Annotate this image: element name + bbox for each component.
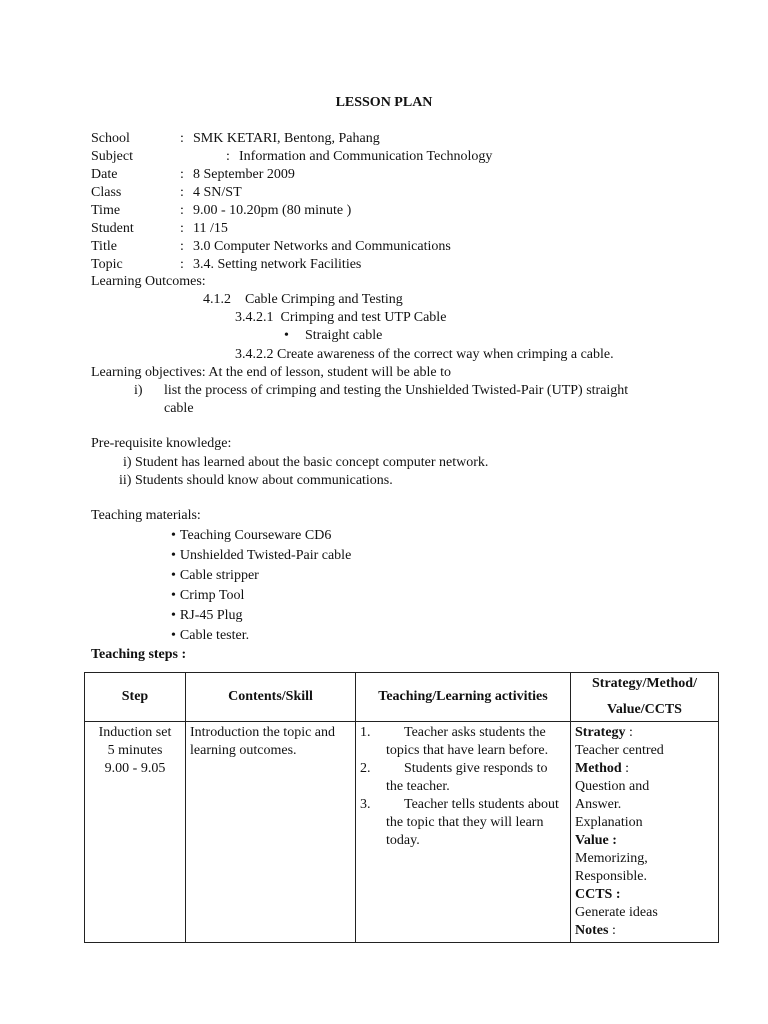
method-value: Question and	[575, 779, 650, 794]
strategy-value: Teacher centred	[575, 743, 664, 758]
material-item: • Cable stripper	[171, 567, 259, 585]
step-time: 9.00 - 9.05	[104, 761, 166, 776]
objective-text: list the process of crimping and testing the Unshielded Twisted-Pair (UTP) straight	[164, 383, 629, 398]
activity-text: Teacher tells students about the topic that they will learn today.	[386, 797, 559, 848]
header-strategy	[571, 673, 719, 722]
label-sep: :	[625, 725, 633, 740]
objective-number: i)	[134, 383, 143, 398]
activity-number: 3.	[360, 797, 371, 812]
strategy-label: Strategy	[575, 725, 626, 740]
contents-cell: Introduction the topic and learning outcomes.	[186, 722, 356, 943]
field-value-topic: 3.4. Setting network Facilities	[193, 257, 362, 272]
field-value-subject: Information and Communication Technology	[239, 149, 493, 164]
table-row	[85, 722, 719, 943]
ccts-value: Generate ideas	[575, 905, 658, 920]
field-label-title: Title	[91, 239, 117, 254]
material-item: • Teaching Courseware CD6	[171, 527, 331, 545]
notes-label: Notes	[575, 923, 609, 938]
activity-text: Students give responds to the teacher.	[386, 761, 548, 794]
materials-heading: Teaching materials:	[91, 508, 201, 523]
page-title: LESSON PLAN	[335, 95, 433, 110]
method-label: Method	[575, 761, 622, 776]
field-sep: :	[180, 167, 184, 182]
step-duration: 5 minutes	[107, 743, 163, 758]
field-label-class: Class	[91, 185, 122, 200]
ccts-label: CCTS :	[575, 887, 621, 902]
step-cell	[85, 722, 186, 943]
activity-number: 1.	[360, 725, 371, 740]
material-item: • Cable tester.	[171, 627, 249, 645]
objective-text-cont: cable	[164, 401, 194, 416]
activities-cell	[356, 722, 571, 943]
value-value: Responsible.	[575, 869, 647, 884]
field-sep: :	[180, 131, 184, 146]
header-activities: Teaching/Learning activities	[356, 673, 571, 722]
field-sep: :	[180, 239, 184, 254]
material-item: • RJ-45 Plug	[171, 607, 243, 625]
teaching-steps-heading: Teaching steps :	[91, 647, 187, 662]
header-strategy-line2: Value/CCTS	[607, 702, 682, 717]
material-item: • Crimp Tool	[171, 587, 244, 605]
learning-outcome-subitem: Straight cable	[305, 328, 383, 343]
field-sep: :	[226, 149, 230, 164]
header-step: Step	[85, 673, 186, 722]
objectives-heading: Learning objectives: At the end of lesson, student will be able to	[91, 365, 452, 380]
label-sep: :	[621, 761, 630, 776]
field-sep: :	[180, 257, 184, 272]
activity-item	[360, 724, 566, 760]
prereq-item: ii) Students should know about communications.	[119, 473, 393, 488]
value-value: Memorizing,	[575, 851, 648, 866]
material-item: • Unshielded Twisted-Pair cable	[171, 547, 351, 565]
field-value-title: 3.0 Computer Networks and Communications	[193, 239, 451, 254]
field-value-time: 9.00 - 10.20pm (80 minute )	[193, 203, 352, 218]
learning-outcomes-heading: Learning Outcomes:	[91, 274, 206, 289]
bullet-icon: •	[284, 328, 289, 343]
step-name: Induction set	[98, 725, 172, 740]
field-value-student: 11 /15	[193, 221, 228, 236]
field-value-class: 4 SN/ST	[193, 185, 242, 200]
field-label-date: Date	[91, 167, 118, 182]
header-strategy-line1: Strategy/Method/	[592, 676, 697, 691]
field-label-school: School	[91, 131, 130, 146]
prereq-heading: Pre-requisite knowledge:	[91, 436, 232, 451]
field-value-date: 8 September 2009	[193, 167, 295, 182]
activity-number: 2.	[360, 761, 371, 776]
value-label: Value :	[575, 833, 617, 848]
method-value: Answer.	[575, 797, 622, 812]
activity-text: Teacher asks students the topics that have learn before.	[386, 725, 549, 758]
field-value-school: SMK KETARI, Bentong, Pahang	[193, 131, 380, 146]
activity-item	[360, 760, 566, 796]
strategy-cell	[571, 722, 719, 943]
learning-outcome-item: 3.4.2.2 Create awareness of the correct way when crimping a cable.	[235, 347, 614, 362]
field-sep: :	[180, 203, 184, 218]
field-label-subject: Subject	[91, 149, 133, 164]
field-sep: :	[180, 221, 184, 236]
header-contents: Contents/Skill	[186, 673, 356, 722]
field-sep: :	[180, 185, 184, 200]
teaching-steps-table	[84, 672, 719, 943]
learning-outcome-item: 3.4.2.1 Crimping and test UTP Cable	[235, 310, 447, 325]
prereq-item: i) Student has learned about the basic concept computer network.	[123, 455, 489, 470]
label-sep: :	[608, 923, 616, 938]
activity-item	[360, 796, 566, 850]
table-header-row	[85, 673, 719, 722]
method-value: Explanation	[575, 815, 643, 830]
learning-outcome-item: 4.1.2 Cable Crimping and Testing	[203, 292, 403, 307]
field-label-time: Time	[91, 203, 121, 218]
field-label-student: Student	[91, 221, 134, 236]
field-label-topic: Topic	[91, 257, 123, 272]
